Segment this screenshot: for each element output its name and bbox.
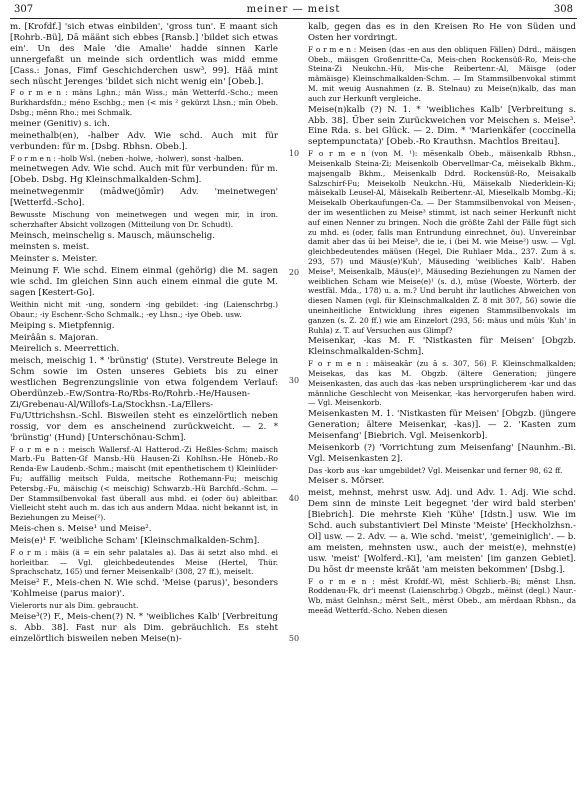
- dictionary-entry: Meisenkar, -kas M. F. 'Nistkasten für Meisen' [Obgzb. Kleinschmalkalden-Schm].: [308, 336, 576, 358]
- dictionary-note: F o r m e n : mēst Krofdf.-Wl, mēst Schlierb.-Bi; mēnst Lhsn. Roddenau-Fk, dr'i meenst (Laienschrbg.) Obgzb., mēinst (degl.) Naur.-Wb, mäst Gelnhsn.; mērst Selt., mērst Obeb., am mērdaan Rbhsn., da meeād Wetterfd.-Scho. Neben diesen: [308, 576, 576, 616]
- dictionary-entry: meiner (Genitiv) s. ich.: [10, 118, 110, 129]
- page-number-left: 307: [14, 4, 34, 15]
- dictionary-entry: Meinung F. Wie schd. Einem einmal (gehörig) die M. sagen wie schd. Im gleichen Sinn auch einem einmal die gute M. sagen [Kestert-Go].: [10, 266, 278, 299]
- page-running-title: meiner — meist: [246, 4, 341, 15]
- dictionary-note: F o r m e n : mäns Lghn.; män Wiss.; mān Wetterfd.-Scho.; meen Burkhardsfdn.; méno Eschbg.; men (< mis ² gekürzt Lhsn.; mīn Obeb. Dsbg.; mēnn Rho.; mei Schmalk.: [10, 88, 278, 118]
- dictionary-note: F o r m e n : -holb Wsl. (neben -holwe, -holwer), sonst -halben.: [10, 153, 244, 163]
- dictionary-entry: Meise² F., Meis-chen N. Wie schd. 'Meise (parus)', besonders 'Kohlmeise (parus maior)'.: [10, 578, 278, 600]
- line-number-50: 50: [288, 634, 300, 643]
- dictionary-note: F o r m e n : meisch Wallersf.-Al Hatterod.-Zi Heßles-Schm; maisch Marb.-Fu Batten-Gf Mansb.-Hü Hausen-Zi Kohlhsn.-He Höneb.-Ro Renda-Ew Laudenb.-Schm.; maischt (mit epenthetischem t) Kleinlüder-Fu; auffällig meitsch Fulda, meitsche Rothemann-Fu; meischig Petersbg.-Fu, mäischig (< meischig) Schwarzb.-Hü Barchfd.-Schm. — Der Stammsilbenvokal fast überall aus mhd. ei (oder öu) ableitbar. Vielleicht steht auch m. das ich aus andern Mdaa. nicht bekannt ist, in Beziehungen zu Meise(²).: [10, 444, 278, 523]
- dictionary-note: Das -korb aus -kar umgebildet? Vgl. Meisenkar und ferner 98, 62 ff.: [308, 465, 563, 475]
- dictionary-note: F o r m e n (von M. ¹): mēsenkalb Obeb., mäisenkalb Rbhsn., Meisenkalb Steina-Zi; Meisenkolb Obervellmar-Ca, mēisekalb Bkhm., majsengalb Bkhm., Meisenkalb Ddrd. Rockensüß-Ro, Meisakalb Salzschirf-Fu; Meisekolb Neukchn.-Hü, Mäisekalb Niederklein-Ki; mäisekalb Leusel-Al, Mäisekalb Reibertenr.-Al, Mieselkalb Mombg.-Ki; Meisekalb Oberkaufungen-Ca. — Der Stammsilbenvokal von Meisen-, der im wesentlichen zu Meise³ stimmt, ist nach seiner Herkunft nicht auf einen Nenner zu bringen. Noch die größte Zahl der Fälle fügt sich zu mhd. ei (oder, falls man Entrundung einrechnet, öu). Unvereinbar damit aber das ūi bei Meise³, die ie, i (bei M. wie Meise²) usw. — Vgl. gleichbedeutendes mäüsen (Hegel, Die Ruhlaer Mda., 237. Zum ä s. 293, 57) und Mäus(e)'Kuh', Mäuseding 'weibliches Kalb'. Haben Meise³, Meisenkalb, Mäus(e)², Mäuseding Beziehungen zu Namen der weiblichen Scham wie Meise(e)¹ (s. d.), müse (Woeste, Wörterb. der westfäl. Mda., 178) u. a. m.? Und beruht ihr lautliches Abweichen von diesen Namen (vgl. für Kleinschmalkalden Z. 8 mit 307, 56) sowie die uneinheitliche Entwicklung ihres eigenen Stammsilbenvokals im ganzen (s. Z. 20 ff.) wie am Einzelort (293, 56: mäus und mūis 'Kuh' in Ruhla) z. T. auf Versuchen aus Glimpf?: [308, 149, 576, 335]
- dictionary-entry: meisch, meischig 1. * 'brünstig' (Stute). Verstreute Belege in Schm sowie im Osten unseres Gebiets bis zu einer westlichen Begrenzungslinie von etwa folgendem Verlauf: Oberdünzeb.-Ew/Sontra-Ro/Rbs-Ro/Rohrb.-He/Hausen-Zi/Grebenau-Al/Willofs-La/Stockhsn.-La/Ellers-Fu/Uttrichshsn.-Schl. Bisweilen steht es einzelörtlich neben rossig, vor dem es anscheinend zurückweicht. — 2. * 'brünstig' (Hund) [Unterschönau-Schm].: [10, 356, 278, 443]
- dictionary-entry: m. [Krofdf.] 'sich etwas einbilden', 'gross tun'. E maant sich [Rohrb.-Bü], Dā määnt sich ebbes [Ransb.] 'bildet sich etwas ein'. Un des Male 'die Amalie' hadde sinnen Karle unnergefaßt un meinde sich ordentlich was midd emme [Cass.: Jonas, Fimf Geschichderchen usw³, 99]. Hää mint sech nüscht Jerenges 'bildet sich nicht wenig ein' [Obeb.].: [10, 22, 278, 87]
- dictionary-entry: meinsten s. meist.: [10, 242, 90, 253]
- dictionary-entry: Meirâân s. Majoran.: [10, 332, 99, 343]
- header-rule: [10, 18, 577, 19]
- dictionary-note: F o r m : mäis (ä = ein sehr palatales a). Das äi setzt also mhd. ei horleitbar. — Vgl. gleichbedeutendes Meise (Hertel, Thür. Sprachschatz, 165) und ferner Meisenkalb² (308, 27 ff.), meiselt.: [10, 547, 278, 577]
- page-number-right: 308: [553, 4, 573, 15]
- dictionary-entry: Meinsch, meinschelig s. Mausch, mäunschelig.: [10, 230, 215, 241]
- dictionary-note: F o r m e n : mäiseakār (zu ā s. 307, 56) F. Kleinschmalkalden; Meisekas, das kas M. Obgzb. (ältere Generation; jüngere Meisenkasten, das auch das -kas neben ursprünglicherem -kar und das männliche Geschlecht von Meisenkar, -kas hervorgerufen haben wird. — Vgl. Meisenkorb.: [308, 359, 576, 408]
- dictionary-entry: Meise(n)kalb (?) N. 1. * 'weibliches Kalb' [Verbreitung s. Abb. 38]. Über sein Zurückweichen vor Meischen s. Meise³. Eine Rda. s. bei Glück. — 2. Dim. * 'Marienkäfer (coccinella septempunctata)' [Obeb.-Ro Krauthsn. Machtlos Breitau].: [308, 104, 576, 148]
- dictionary-entry: Meisenkasten M. 1. 'Nistkasten für Meisen' [Obgzb. (jüngere Generation; ältere Meisenkar, -kas)]. — 2. 'Kasten zum Meisenfang' [Biebrich. Vgl. Meisenkorb].: [308, 409, 576, 441]
- dictionary-entry: meinetwegenmir (mādwe(jōmīr) Adv. 'meinetwegen' [Wetterfd.-Scho].: [10, 187, 278, 209]
- line-number-20: 20: [288, 268, 300, 277]
- dictionary-entry: Meis(e)¹ F. 'weibliche Scham' [Kleinschmalkalden-Schm].: [10, 535, 260, 546]
- left-column: [10, 22, 278, 794]
- line-number-10: 10: [288, 149, 300, 158]
- dictionary-note: Bewusste Mischung von meinetwegen und wegen mir, in iron. scherzhafter Absicht vollzogen (Mitteilung von Dr. Schudt).: [10, 209, 278, 229]
- dictionary-note: F o r m e n : Meisen (das -en aus den obliquen Fällen) Ddrd., mäisgen Obeb., mäisgen Großenritte-Ca, Meis-chen Rockensüß-Ro, Meis-che Steina-Zi Neukchn.-Hü, Mis-che Reibertenr.-Al, Mäisge (oder mämäisge) Kleinschmalkalden-Schm. — Im Stammsilbenvokal stimmt M. mit weuig Ausnahmen (z. B. Stelnau) zu Meise(n)kalb, das man auch zur Herkunft vergleiche.: [308, 44, 576, 103]
- right-column: [308, 22, 576, 794]
- dictionary-entry: Meis-chen s. Meise¹ und Meise².: [10, 523, 152, 534]
- dictionary-entry: meinetwegen Adv. Wie schd. Auch mit für verbunden: für m. [Obeb. Dsbg. Hg Kleinschmalkalden-Schm].: [10, 164, 278, 186]
- dictionary-entry: Meisenkorb (?) 'Vorrichtung zum Meisenfang' [Naunhm.-Bi. Vgl. Meisenkasten 2].: [308, 442, 576, 464]
- dictionary-entry: Meiser s. Mörser.: [308, 476, 385, 487]
- dictionary-note: Vielerorts nur als Dim. gebraucht.: [10, 600, 139, 610]
- dictionary-entry: kalb, gegen das es in den Kreisen Ro He von Süden und Osten her vordringt.: [308, 22, 576, 43]
- dictionary-entry: Meinster s. Meister.: [10, 254, 98, 265]
- dictionary-entry: meist, mehnst, mehrst usw. Adj. und Adv. 1. Adj. Wie schd. Dem sinn de minste Leit begegnet 'der wird bald sterben' [Biebrich]. Die mehrste Kieh 'Kühe' [Idstn.] usw. Wie im Schd. auch substantiviert Del Minste 'Meiste' [Heckholzhsn.-Ol] usw. — 2. Adv. — a. Wie schd. 'meist', 'gemeiniglich'. — b. am meisten, mehnsten usw., auch der meist(e), mehnst(e) usw. 'meist' [Wolferd.-Ki], 'am meisten' [im ganzen Gebiet]. Du hōst dr meenste kräăt 'am meisten bekommen' [Dsbg.].: [308, 488, 576, 575]
- line-number-30: 30: [288, 376, 300, 385]
- dictionary-note: Weithin nicht mit -ung, sondern -ing gebildet: -ing (Laienschrbg.) Obaur.; -iy Eschenr.-Scho Schmalk.; -ey Lhsn.; -iye Obeb. usw.: [10, 300, 278, 319]
- line-number-40: 40: [288, 494, 300, 503]
- dictionary-entry: Meise³(?) F., Meis-chen(?) N. * 'weibliches Kalb' [Verbreitung s. Abb. 38]. Fast nur als Dim. gebräuchlich. Es steht einzelörtlich bisweilen neben Meise(n)-: [10, 611, 278, 644]
- dictionary-entry: Meirelich s. Meerrettich.: [10, 344, 120, 355]
- dictionary-entry: meinethalb(en), -halber Adv. Wie schd. Auch mit für verbunden: für m. [Dsbg. Rbhsn. Obeb.].: [10, 130, 278, 152]
- dictionary-entry: Meiping s. Mietpfennig.: [10, 320, 115, 331]
